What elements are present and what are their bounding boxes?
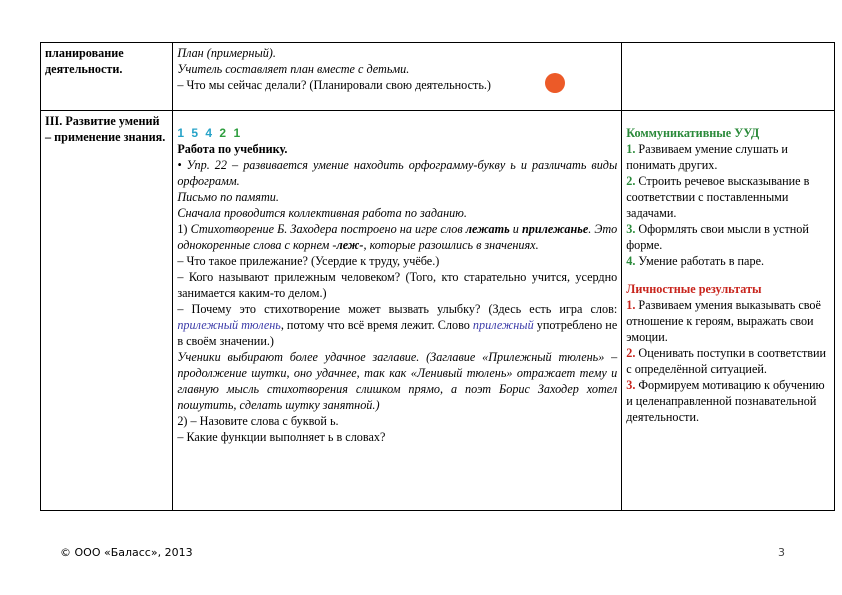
stage-label: III. Развитие умений – применение знания. (45, 114, 166, 144)
digit-codes (177, 125, 617, 141)
table-row (41, 111, 835, 511)
question-line: – Что мы сейчас делали? (Планировали свою деятельность.) (177, 78, 491, 92)
question-line: – Кого называют прилежным человеком? (Того, кто старательно учится, усердно занимается каким-то делом.) (177, 270, 618, 300)
uud-item (626, 141, 830, 173)
memory-writing: Письмо по памяти. (177, 190, 279, 204)
stage-label: планирование деятельности. (45, 46, 124, 76)
uud-num: 4. (626, 254, 636, 268)
digit-code: 1 (177, 126, 187, 140)
uud-num: 3. (626, 222, 636, 236)
table-row (41, 43, 835, 111)
digit-code: 5 (191, 126, 201, 140)
collective-work: Сначала проводится коллективная работа по заданию. (177, 206, 467, 220)
section-heading: Работа по учебнику. (177, 142, 288, 156)
content-cell (173, 111, 622, 511)
uud-text: Развиваем умение слушать и понимать других. (626, 142, 788, 172)
uud-text: Строить речевое высказывание в соответствии с поставленными задачами. (626, 174, 810, 220)
personal-item (626, 297, 830, 345)
teacher-line: Учитель составляет план вместе с детьми. (177, 62, 410, 76)
highlight-phrase: прилежный (472, 318, 534, 332)
uud-text: Умение работать в паре. (635, 254, 765, 268)
title-choice-text: Ученики выбирают более удачное заглавие. (Заглавие «Прилежный тюлень» – продолжение шутки, оно удачнее, так как «Ленивый тюлень» отражает тему и главную мысль стихотворения слишком прямо, а поэт Борис Заходер хотел пошутить, сделать шутку занятной.) (177, 350, 618, 412)
copyright-footer: © ООО «Баласс», 2013 (60, 546, 193, 559)
question-line: – Какие функции выполняет ь в словах? (177, 430, 386, 444)
exercise-text: • Упр. 22 – развивается умение находить орфограмму-букву ь и различать виды орфограмм. (177, 158, 618, 188)
personal-item (626, 377, 830, 425)
personal-num: 2. (626, 346, 636, 360)
stage-cell (41, 43, 173, 111)
poem-text: . Это однокоренные слова с корнем - (177, 222, 618, 252)
personal-num: 3. (626, 378, 636, 392)
poem-word: лежать (465, 222, 510, 236)
uud-cell (622, 111, 835, 511)
personal-num: 1. (626, 298, 636, 312)
question-line: – Что такое прилежание? (Усердие к труду, учёбе.) (177, 254, 440, 268)
plan-line: План (примерный). (177, 46, 276, 60)
orange-circle-marker (545, 73, 565, 93)
uud-num: 1. (626, 142, 636, 156)
digit-code: 1 (233, 126, 243, 140)
personal-text: Формируем мотивацию к обучению и целенаправленной познавательной деятельности. (626, 378, 825, 424)
digit-code: 4 (205, 126, 215, 140)
uud-title: Коммуникативные УУД (626, 126, 760, 140)
lesson-table (40, 42, 835, 511)
poem-text: и (509, 222, 522, 236)
highlight-phrase: прилежный тюлень (177, 318, 281, 332)
stage-cell (41, 111, 173, 511)
poem-paragraph (177, 221, 617, 253)
uud-item (626, 221, 830, 253)
uud-item (626, 253, 830, 269)
uud-text: Оформлять свои мысли в устной форме. (626, 222, 809, 252)
poem-text: Стихотворение Б. Заходера построено на игре слов (190, 222, 466, 236)
uud-item (626, 173, 830, 221)
poem-text: , которые разошлись в значениях. (363, 238, 539, 252)
personal-title: Личностные результаты (626, 282, 762, 296)
digit-code: 2 (219, 126, 229, 140)
page-number: 3 (778, 546, 785, 559)
personal-text: Развиваем умения выказывать своё отношение к героям, выражать свои эмоции. (626, 298, 821, 344)
poem-root: леж- (336, 238, 364, 252)
personal-text: Оценивать поступки в соответствии с определённой ситуацией. (626, 346, 827, 376)
question-text: употреблено не в своём значении.) (177, 318, 618, 348)
question-text: , потому что всё время лежит. Слово (280, 318, 473, 332)
uud-num: 2. (626, 174, 636, 188)
uud-cell (622, 43, 835, 111)
question-line (177, 301, 617, 349)
poem-num: 1) (177, 222, 191, 236)
personal-item (626, 345, 830, 377)
poem-word: прилежанье (521, 222, 589, 236)
question-line: 2) – Назовите слова с буквой ь. (177, 414, 339, 428)
question-text: – Почему это стихотворение может вызвать улыбку? (Здесь есть игра слов: (177, 302, 618, 316)
